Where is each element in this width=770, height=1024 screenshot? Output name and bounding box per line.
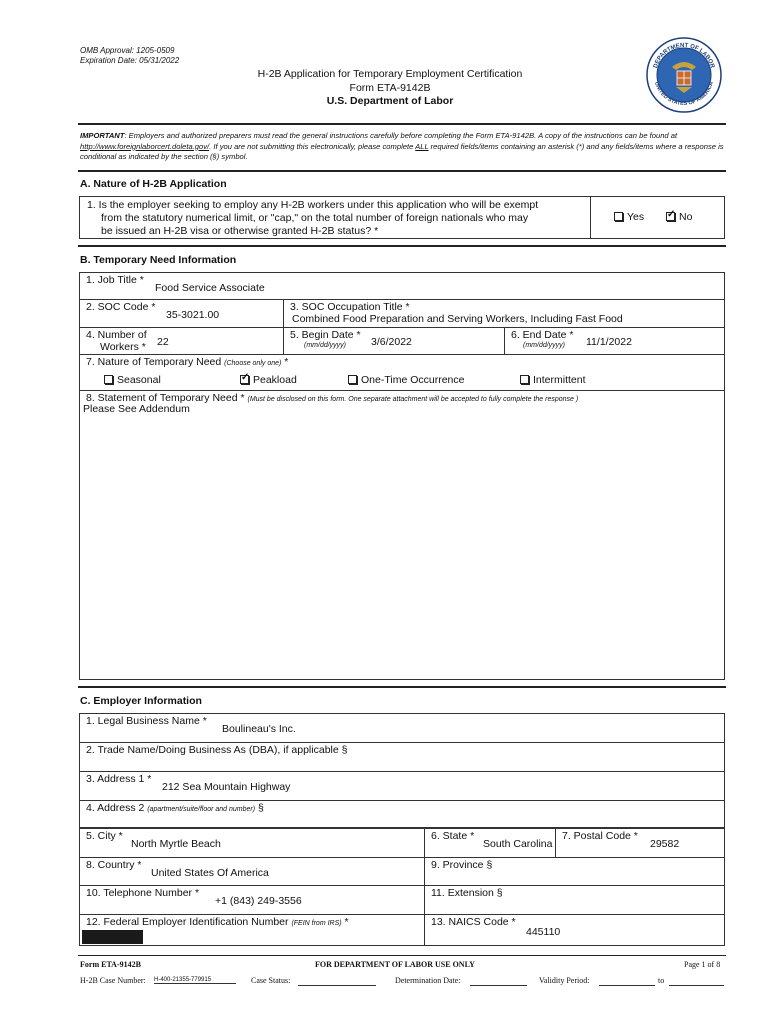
- statement-label: 8. Statement of Temporary Need * (Must be disclosed on this form. One separate attachment will be accepted to fully complete the response ): [86, 392, 579, 404]
- legal-name-value: Boulineau's Inc.: [222, 723, 296, 735]
- exempt-no-option[interactable]: ✓ No: [666, 211, 692, 223]
- footer-dol-use: FOR DEPARTMENT OF LABOR USE ONLY: [315, 960, 475, 969]
- form-title: [180, 68, 600, 109]
- validity-to-label: to: [658, 976, 665, 985]
- section-a-divider-v: [590, 196, 725, 239]
- peakload-checkbox[interactable]: [240, 375, 249, 384]
- section-b-title: B. Temporary Need Information: [80, 254, 237, 266]
- end-date-label: 6. End Date *: [511, 329, 574, 341]
- header-divider: [78, 123, 726, 125]
- phone-value: +1 (843) 249-3556: [215, 895, 302, 907]
- city-value: North Myrtle Beach: [131, 838, 221, 850]
- validity-label: Validity Period:: [539, 976, 590, 985]
- title-line-2: Form ETA-9142B: [349, 81, 431, 94]
- city-label: 5. City *: [86, 830, 123, 842]
- footer-row-2: [80, 976, 726, 990]
- soc-title-value: Combined Food Preparation and Serving Workers, Including Fast Food: [292, 313, 623, 325]
- determination-blank[interactable]: [470, 985, 527, 986]
- country-value: United States Of America: [151, 867, 269, 879]
- exempt-question: 1. Is the employer seeking to employ any H-2B workers under this application who will be exempt from the statutory numerical limit, or "cap," on the total number of foreign nationals who may be issued an H-2B visa or otherwise granted H-2B status? *: [87, 199, 539, 237]
- footer-page: Page 1 of 8: [684, 960, 721, 969]
- case-status-blank[interactable]: [298, 985, 376, 986]
- postal-label: 7. Postal Code *: [562, 830, 638, 842]
- workers-label: 4. Number of Workers *: [86, 329, 147, 353]
- section-b-divider: [78, 245, 726, 247]
- job-title-label: 1. Job Title *: [86, 274, 144, 286]
- section-a-divider: [78, 170, 726, 172]
- title-line-3: U.S. Department of Labor: [326, 95, 454, 107]
- address2-label: 4. Address 2 (apartment/suite/floor and number) §: [86, 802, 264, 814]
- exempt-yes-option[interactable]: Yes: [614, 211, 644, 223]
- footer-form: Form ETA-9142B: [80, 960, 141, 969]
- job-title-value: Food Service Associate: [155, 282, 265, 294]
- begin-date-label: 5. Begin Date *: [290, 329, 361, 341]
- case-number-label: H-2B Case Number:: [80, 976, 146, 985]
- province-label: 9. Province §: [431, 859, 493, 871]
- begin-date-hint: (mm/dd/yyyy): [304, 342, 346, 349]
- instructions-link[interactable]: http://www.foreignlaborcert.doleta.gov/: [80, 141, 210, 151]
- case-status-label: Case Status:: [251, 976, 291, 985]
- important-notice: IMPORTANT: Employers and authorized preparers must read the general instructions carefully before completing the Form ETA-9142B. A copy of the instructions can be found at http://www.foreignlaborcert.doleta.gov/. If you are not submitting this electronically, please complete ALL required fields/items containing an asterisk (*) and any fields/items where a response is conditional as indicated by the section (§) symbol.: [80, 131, 724, 162]
- dol-seal-icon: [646, 37, 722, 113]
- fein-redaction: [82, 930, 143, 944]
- naics-value: 445110: [526, 926, 561, 938]
- validity-end-blank[interactable]: [669, 985, 724, 986]
- option-seasonal[interactable]: Seasonal: [104, 374, 161, 386]
- omb-approval: OMB Approval: 1205-0509: [80, 46, 175, 55]
- extension-label: 11. Extension §: [431, 887, 503, 899]
- fein-label: 12. Federal Employer Identification Number (FEIN from IRS) *: [86, 916, 349, 928]
- naics-label: 13. NAICS Code *: [431, 916, 516, 928]
- state-value: South Carolina: [483, 838, 553, 850]
- seal-top-text: DEPARTMENT OF LABOR: [652, 42, 716, 69]
- important-label: IMPORTANT: [80, 131, 125, 140]
- footer-row-1: [80, 960, 726, 972]
- option-peakload[interactable]: ✓ Peakload: [240, 374, 297, 386]
- yes-checkbox[interactable]: [614, 212, 623, 221]
- address1-value: 212 Sea Mountain Highway: [162, 781, 291, 793]
- seal-bottom-text: UNITED STATES OF AMERICA: [652, 81, 716, 108]
- title-line-1: H-2B Application for Temporary Employment Certification: [257, 68, 523, 80]
- section-a-title: A. Nature of H-2B Application: [80, 178, 227, 190]
- no-checkbox[interactable]: [666, 212, 675, 221]
- validity-start-blank[interactable]: [599, 985, 655, 986]
- omb-block: [80, 46, 179, 66]
- statement-field[interactable]: [79, 390, 725, 680]
- end-date-value: 11/1/2022: [586, 336, 632, 348]
- case-number-value: H-400-21355-779915: [154, 977, 236, 984]
- footer-divider: [78, 955, 726, 956]
- state-label: 6. State *: [431, 830, 475, 842]
- nature-label: 7. Nature of Temporary Need (Choose only one) *: [86, 356, 289, 368]
- country-label: 8. Country *: [86, 859, 142, 871]
- soc-code-label: 2. SOC Code *: [86, 301, 156, 313]
- seasonal-checkbox[interactable]: [104, 375, 113, 384]
- option-intermittent[interactable]: Intermittent: [520, 374, 586, 386]
- trade-name-label: 2. Trade Name/Doing Business As (DBA), if applicable §: [86, 744, 348, 756]
- begin-date-value: 3/6/2022: [371, 336, 412, 348]
- statement-value: Please See Addendum: [83, 403, 190, 415]
- option-one-time[interactable]: One-Time Occurrence: [348, 374, 464, 386]
- expiration-date: Expiration Date: 05/31/2022: [80, 56, 180, 65]
- soc-title-label: 3. SOC Occupation Title *: [290, 301, 410, 313]
- soc-code-value: 35-3021.00: [166, 309, 220, 321]
- legal-name-label: 1. Legal Business Name *: [86, 715, 207, 727]
- postal-value: 29582: [650, 838, 680, 850]
- workers-value: 22: [157, 336, 169, 348]
- state-field[interactable]: [424, 828, 556, 858]
- phone-label: 10. Telephone Number *: [86, 887, 200, 899]
- section-c-title: C. Employer Information: [80, 695, 202, 707]
- intermittent-checkbox[interactable]: [520, 375, 529, 384]
- determination-label: Determination Date:: [395, 976, 461, 985]
- address1-label: 3. Address 1 *: [86, 773, 152, 785]
- section-c-divider: [78, 686, 726, 688]
- end-date-hint: (mm/dd/yyyy): [523, 342, 565, 349]
- one-time-checkbox[interactable]: [348, 375, 357, 384]
